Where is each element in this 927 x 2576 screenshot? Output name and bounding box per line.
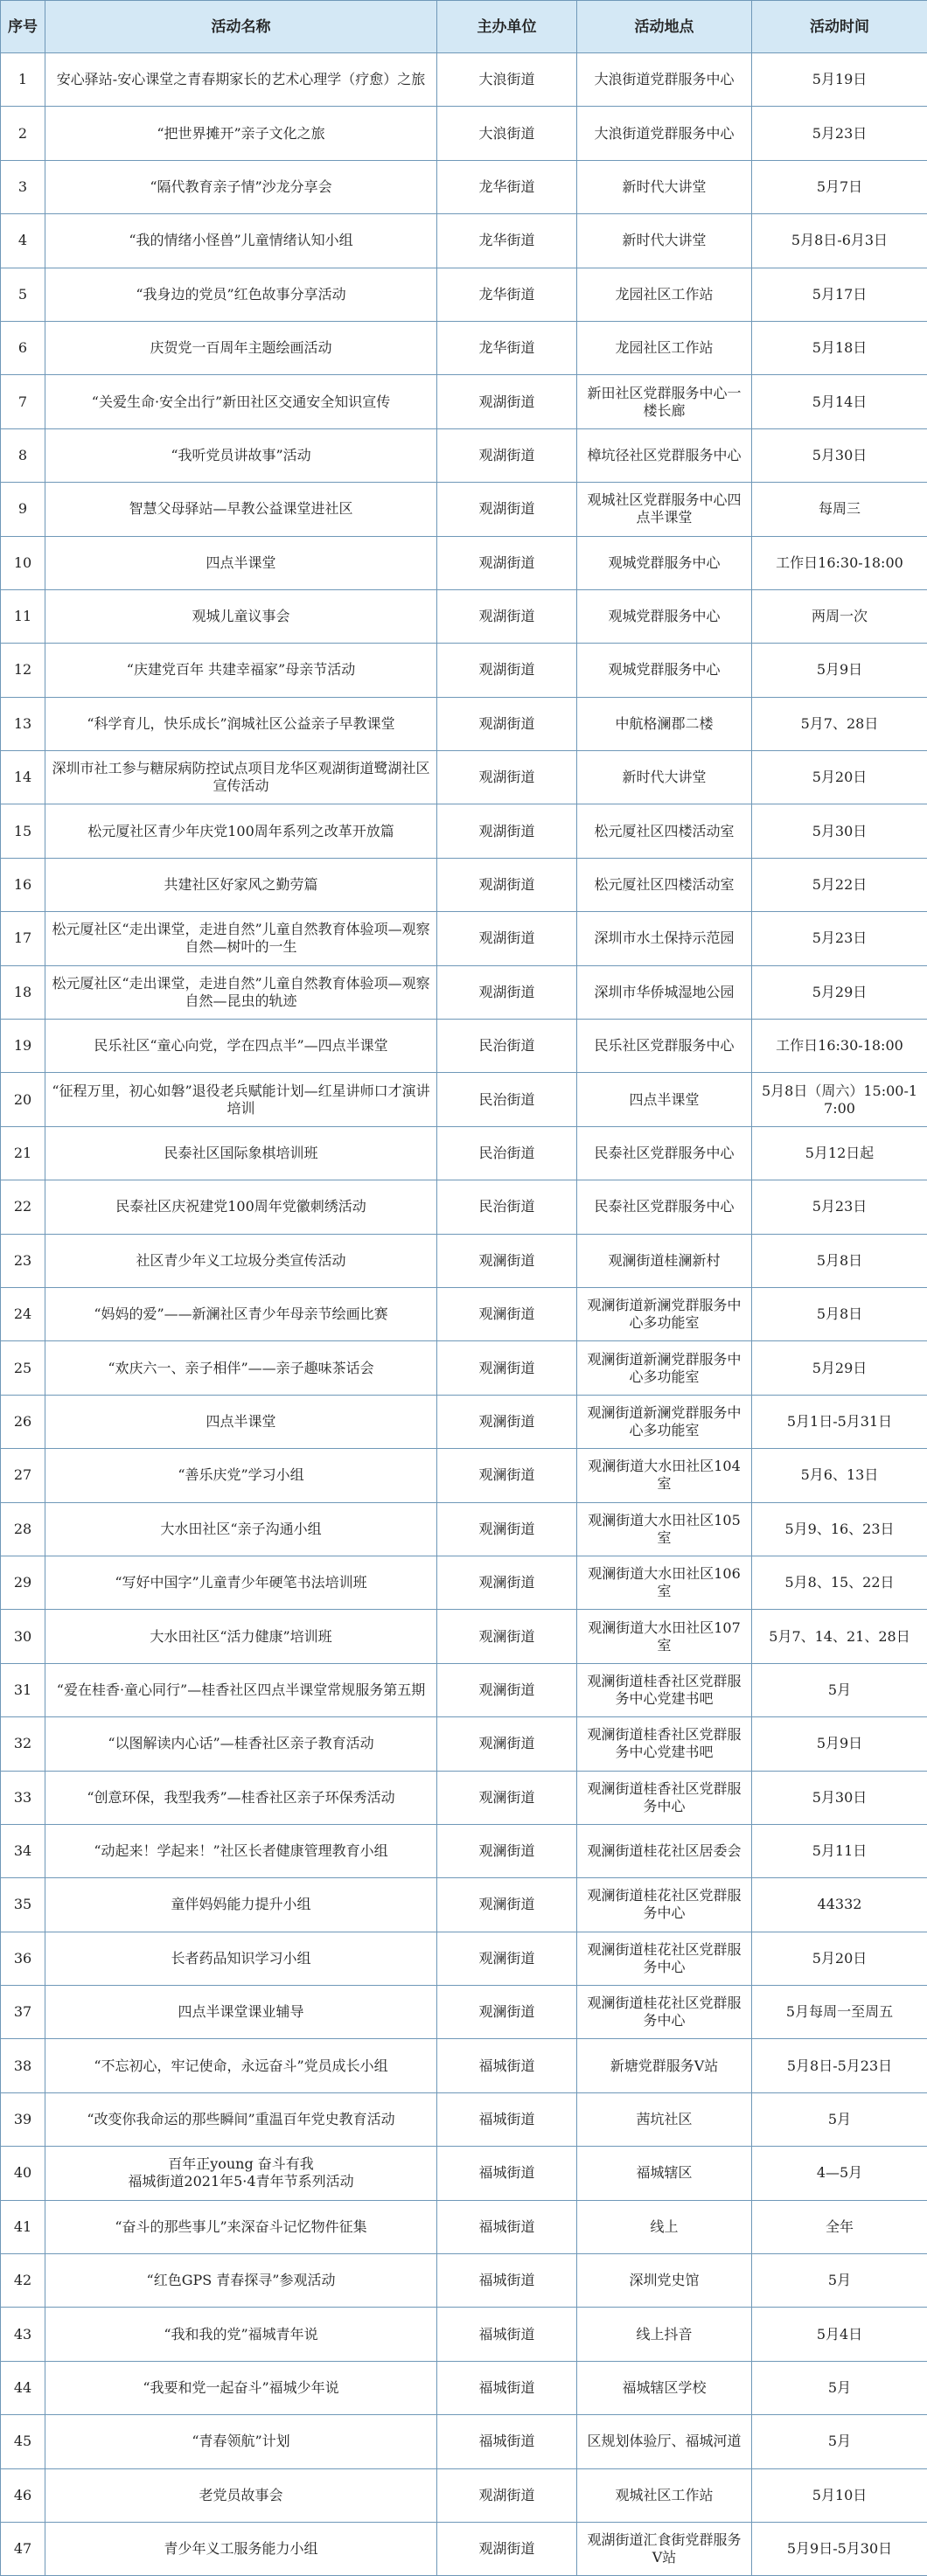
table-row [1,1556,927,1609]
cell-time: 5月30日 [752,804,927,858]
cell-name: 松元厦社区“走出课堂，走进自然”儿童自然教育体验项—观察自然—树叶的一生 [45,912,437,965]
header-row [1,1,927,53]
cell-name: 社区青少年义工垃圾分类宣传活动 [45,1234,437,1287]
table-row [1,1878,927,1932]
cell-time: 5月8、15、22日 [752,1556,927,1609]
table-row [1,53,927,107]
cell-location: 区规划体验厅、福城河道 [577,2415,752,2468]
table-row [1,2468,927,2522]
cell-location: 民乐社区党群服务中心 [577,1020,752,1073]
cell-time: 5月23日 [752,1180,927,1234]
cell-location: 民泰社区党群服务中心 [577,1180,752,1234]
cell-organizer: 观澜街道 [437,1663,577,1716]
cell-no: 11 [1,589,45,643]
cell-name: 大水田社区“亲子沟通小组 [45,1502,437,1556]
cell-name: “创意环保，我型我秀”—桂香社区亲子环保秀活动 [45,1771,437,1824]
cell-time: 5月9、16、23日 [752,1502,927,1556]
table-row [1,2254,927,2308]
cell-organizer: 观湖街道 [437,697,577,750]
cell-organizer: 观澜街道 [437,1287,577,1340]
cell-name: “我和我的党”福城青年说 [45,2308,437,2361]
table-row [1,375,927,428]
cell-no: 9 [1,483,45,536]
cell-time: 5月7日 [752,160,927,213]
cell-organizer: 观湖街道 [437,589,577,643]
cell-location: 观澜街道桂花社区党群服务中心 [577,1986,752,2039]
cell-no: 27 [1,1449,45,1502]
header-cell-location: 活动地点 [577,1,752,53]
cell-location: 观澜街道桂花社区居委会 [577,1824,752,1877]
cell-location: 新田社区党群服务中心一楼长廊 [577,375,752,428]
cell-time: 5月14日 [752,375,927,428]
cell-time: 5月1日-5月31日 [752,1395,927,1448]
cell-location: 福城辖区学校 [577,2361,752,2414]
cell-location: 茜坑社区 [577,2092,752,2146]
cell-organizer: 观湖街道 [437,965,577,1019]
cell-time: 5月30日 [752,1771,927,1824]
table-row [1,1449,927,1502]
cell-organizer: 观澜街道 [437,1717,577,1771]
cell-organizer: 观澜街道 [437,1234,577,1287]
cell-location: 大浪街道党群服务中心 [577,107,752,160]
cell-location: 观城党群服务中心 [577,536,752,589]
cell-organizer: 观澜街道 [437,1771,577,1824]
cell-no: 34 [1,1824,45,1877]
cell-organizer: 龙华街道 [437,321,577,374]
cell-location: 线上抖音 [577,2308,752,2361]
cell-organizer: 福城街道 [437,2415,577,2468]
cell-time: 5月每周一至周五 [752,1986,927,2039]
cell-location: 福城辖区 [577,2147,752,2200]
cell-location: 新时代大讲堂 [577,214,752,268]
cell-location: 松元厦社区四楼活动室 [577,804,752,858]
cell-organizer: 观澜街道 [437,1878,577,1932]
cell-time: 5月23日 [752,912,927,965]
cell-organizer: 福城街道 [437,2147,577,2200]
cell-no: 26 [1,1395,45,1448]
table-row [1,1395,927,1448]
cell-no: 3 [1,160,45,213]
cell-time: 5月8日-6月3日 [752,214,927,268]
table-row [1,1610,927,1663]
table-header [1,1,927,53]
cell-name: “科学育儿，快乐成长”润城社区公益亲子早教课堂 [45,697,437,750]
cell-time: 5月8日 [752,1234,927,1287]
cell-location: 深圳市水土保持示范园 [577,912,752,965]
cell-name: “庆建党百年 共建幸福家”母亲节活动 [45,644,437,697]
cell-organizer: 观澜街道 [437,1986,577,2039]
cell-location: 观城社区党群服务中心四点半课堂 [577,483,752,536]
cell-no: 44 [1,2361,45,2414]
cell-time: 5月 [752,1663,927,1716]
table-row [1,483,927,536]
cell-no: 23 [1,1234,45,1287]
cell-name: 大水田社区“活力健康”培训班 [45,1610,437,1663]
table-row [1,589,927,643]
cell-name: “妈妈的爱”——新澜社区青少年母亲节绘画比赛 [45,1287,437,1340]
cell-time: 5月22日 [752,858,927,911]
cell-no: 21 [1,1126,45,1180]
cell-no: 20 [1,1073,45,1126]
cell-name: 深圳市社工参与糖尿病防控试点项目龙华区观湖街道鹭湖社区宣传活动 [45,751,437,804]
cell-no: 47 [1,2522,45,2575]
header-cell-no: 序号 [1,1,45,53]
table-row [1,751,927,804]
cell-location: 观澜街道新澜党群服务中心多功能室 [577,1341,752,1395]
cell-time: 5月9日 [752,644,927,697]
cell-location: 龙园社区工作站 [577,268,752,321]
table-row [1,1717,927,1771]
cell-no: 25 [1,1341,45,1395]
cell-time: 4—5月 [752,2147,927,2200]
table-row [1,1341,927,1395]
cell-time: 5月17日 [752,268,927,321]
cell-time: 5月8日-5月23日 [752,2039,927,2092]
cell-no: 31 [1,1663,45,1716]
cell-no: 4 [1,214,45,268]
cell-no: 41 [1,2200,45,2253]
cell-organizer: 观湖街道 [437,483,577,536]
cell-name: 智慧父母驿站—早教公益课堂进社区 [45,483,437,536]
cell-organizer: 民治街道 [437,1020,577,1073]
cell-no: 15 [1,804,45,858]
table-row [1,428,927,482]
cell-location: 观澜街道桂香社区党群服务中心党建书吧 [577,1717,752,1771]
cell-name: “动起来！学起来！”社区长者健康管理教育小组 [45,1824,437,1877]
cell-no: 6 [1,321,45,374]
table-row [1,2092,927,2146]
cell-no: 37 [1,1986,45,2039]
cell-no: 17 [1,912,45,965]
cell-location: 观澜街道大水田社区104室 [577,1449,752,1502]
cell-organizer: 民治街道 [437,1180,577,1234]
cell-no: 30 [1,1610,45,1663]
table-body [1,53,927,2576]
table-row [1,644,927,697]
cell-name: 青少年义工服务能力小组 [45,2522,437,2575]
cell-name: 松元厦社区青少年庆党100周年系列之改革开放篇 [45,804,437,858]
cell-location: 线上 [577,2200,752,2253]
table-row [1,2415,927,2468]
cell-no: 24 [1,1287,45,1340]
header-cell-organizer: 主办单位 [437,1,577,53]
cell-no: 45 [1,2415,45,2468]
cell-name: 观城儿童议事会 [45,589,437,643]
cell-time: 两周一次 [752,589,927,643]
cell-location: 大浪街道党群服务中心 [577,53,752,107]
cell-no: 38 [1,2039,45,2092]
table-row [1,1932,927,1985]
cell-name: “我身边的党员”红色故事分享活动 [45,268,437,321]
cell-name: 长者药品知识学习小组 [45,1932,437,1985]
table-row [1,1771,927,1824]
cell-location: 四点半课堂 [577,1073,752,1126]
cell-name: “我要和党一起奋斗”福城少年说 [45,2361,437,2414]
cell-location: 龙园社区工作站 [577,321,752,374]
table-row [1,912,927,965]
cell-organizer: 观澜街道 [437,1824,577,1877]
cell-no: 19 [1,1020,45,1073]
cell-organizer: 民治街道 [437,1073,577,1126]
header-cell-name: 活动名称 [45,1,437,53]
cell-organizer: 福城街道 [437,2039,577,2092]
cell-no: 35 [1,1878,45,1932]
cell-no: 42 [1,2254,45,2308]
cell-time: 5月9日 [752,1717,927,1771]
cell-location: 樟坑径社区党群服务中心 [577,428,752,482]
cell-time: 5月8日 [752,1287,927,1340]
cell-organizer: 观澜街道 [437,1932,577,1985]
cell-no: 40 [1,2147,45,2200]
cell-organizer: 观湖街道 [437,2468,577,2522]
cell-no: 7 [1,375,45,428]
cell-organizer: 龙华街道 [437,214,577,268]
cell-name: 四点半课堂课业辅导 [45,1986,437,2039]
cell-location: 观澜街道大水田社区107室 [577,1610,752,1663]
cell-location: 观澜街道新澜党群服务中心多功能室 [577,1395,752,1448]
cell-no: 12 [1,644,45,697]
cell-organizer: 观湖街道 [437,428,577,482]
cell-time: 5月12日起 [752,1126,927,1180]
cell-organizer: 龙华街道 [437,160,577,213]
table-row [1,697,927,750]
cell-name: “我的情绪小怪兽”儿童情绪认知小组 [45,214,437,268]
cell-location: 观澜街道桂花社区党群服务中心 [577,1878,752,1932]
cell-location: 深圳党史馆 [577,2254,752,2308]
cell-name: 民泰社区庆祝建党100周年党徽刺绣活动 [45,1180,437,1234]
cell-name: “写好中国字”儿童青少年硬笔书法培训班 [45,1556,437,1609]
cell-name: “改变你我命运的那些瞬间”重温百年党史教育活动 [45,2092,437,2146]
cell-organizer: 观湖街道 [437,375,577,428]
table-row [1,1073,927,1126]
cell-name: “隔代教育亲子情”沙龙分享会 [45,160,437,213]
table-row [1,107,927,160]
cell-no: 29 [1,1556,45,1609]
table-row [1,2147,927,2200]
cell-name: 四点半课堂 [45,1395,437,1448]
cell-organizer: 大浪街道 [437,107,577,160]
cell-time: 5月18日 [752,321,927,374]
cell-time: 工作日16:30-18:00 [752,1020,927,1073]
cell-name: “不忘初心，牢记使命，永远奋斗”党员成长小组 [45,2039,437,2092]
cell-name: “把世界摊开”亲子文化之旅 [45,107,437,160]
cell-name: 老党员故事会 [45,2468,437,2522]
cell-time: 5月6、13日 [752,1449,927,1502]
table-row [1,804,927,858]
cell-location: 观澜街道桂香社区党群服务中心 [577,1771,752,1824]
cell-name: 童伴妈妈能力提升小组 [45,1878,437,1932]
table-row [1,214,927,268]
cell-name: 庆贺党一百周年主题绘画活动 [45,321,437,374]
cell-time: 每周三 [752,483,927,536]
cell-organizer: 观澜街道 [437,1449,577,1502]
cell-location: 观澜街道桂澜新村 [577,1234,752,1287]
cell-location: 观城党群服务中心 [577,589,752,643]
cell-no: 18 [1,965,45,1019]
cell-location: 新时代大讲堂 [577,751,752,804]
cell-no: 33 [1,1771,45,1824]
cell-organizer: 观澜街道 [437,1395,577,1448]
cell-organizer: 龙华街道 [437,268,577,321]
cell-no: 43 [1,2308,45,2361]
table-row [1,536,927,589]
cell-location: 松元厦社区四楼活动室 [577,858,752,911]
cell-no: 32 [1,1717,45,1771]
table-row [1,268,927,321]
cell-location: 观澜街道大水田社区106室 [577,1556,752,1609]
cell-name: 共建社区好家风之勤劳篇 [45,858,437,911]
cell-location: 观澜街道新澜党群服务中心多功能室 [577,1287,752,1340]
cell-no: 5 [1,268,45,321]
cell-time: 5月11日 [752,1824,927,1877]
table-row [1,965,927,1019]
table-row [1,1234,927,1287]
table-row [1,2522,927,2575]
cell-time: 5月 [752,2254,927,2308]
table-row [1,1126,927,1180]
cell-organizer: 观湖街道 [437,912,577,965]
table-row [1,1986,927,2039]
cell-organizer: 观湖街道 [437,644,577,697]
cell-organizer: 福城街道 [437,2361,577,2414]
table-row [1,1180,927,1234]
cell-name: 百年正young 奋斗有我 福城街道2021年5·4青年节系列活动 [45,2147,437,2200]
cell-name: “以图解读内心话”—桂香社区亲子教育活动 [45,1717,437,1771]
cell-time: 5月30日 [752,428,927,482]
cell-name: “善乐庆党”学习小组 [45,1449,437,1502]
cell-location: 新塘党群服务V站 [577,2039,752,2092]
cell-organizer: 福城街道 [437,2200,577,2253]
cell-name: “关爱生命·安全出行”新田社区交通安全知识宣传 [45,375,437,428]
cell-time: 5月 [752,2415,927,2468]
cell-no: 2 [1,107,45,160]
cell-name: 民乐社区“童心向党，学在四点半”—四点半课堂 [45,1020,437,1073]
cell-location: 新时代大讲堂 [577,160,752,213]
table-row [1,2308,927,2361]
cell-time: 5月29日 [752,965,927,1019]
cell-organizer: 大浪街道 [437,53,577,107]
cell-organizer: 观澜街道 [437,1610,577,1663]
cell-time: 5月4日 [752,2308,927,2361]
cell-organizer: 观湖街道 [437,536,577,589]
cell-time: 5月 [752,2361,927,2414]
cell-no: 28 [1,1502,45,1556]
cell-name: “欢庆六一、亲子相伴”——亲子趣味茶话会 [45,1341,437,1395]
cell-location: 观城党群服务中心 [577,644,752,697]
cell-time: 44332 [752,1878,927,1932]
cell-time: 5月20日 [752,751,927,804]
cell-name: 安心驿站-安心课堂之青春期家长的艺术心理学（疗愈）之旅 [45,53,437,107]
cell-name: 松元厦社区“走出课堂，走进自然”儿童自然教育体验项—观察自然—昆虫的轨迹 [45,965,437,1019]
cell-time: 5月29日 [752,1341,927,1395]
table-row [1,1824,927,1877]
cell-organizer: 观湖街道 [437,804,577,858]
table-row [1,1020,927,1073]
cell-name: “青春领航”计划 [45,2415,437,2468]
table-row [1,160,927,213]
cell-no: 13 [1,697,45,750]
cell-time: 5月 [752,2092,927,2146]
cell-name: “爱在桂香·童心同行”—桂香社区四点半课堂常规服务第五期 [45,1663,437,1716]
cell-time: 5月8日（周六）15:00-17:00 [752,1073,927,1126]
table-row [1,1663,927,1716]
cell-location: 民泰社区党群服务中心 [577,1126,752,1180]
cell-name: “奋斗的那些事儿”来深奋斗记忆物件征集 [45,2200,437,2253]
cell-no: 1 [1,53,45,107]
cell-location: 观澜街道大水田社区105室 [577,1502,752,1556]
cell-time: 5月10日 [752,2468,927,2522]
cell-location: 观城社区工作站 [577,2468,752,2522]
header-cell-time: 活动时间 [752,1,927,53]
cell-organizer: 观湖街道 [437,858,577,911]
table-row [1,858,927,911]
cell-organizer: 观湖街道 [437,2522,577,2575]
cell-time: 工作日16:30-18:00 [752,536,927,589]
cell-name: “红色GPS 青春探寻”参观活动 [45,2254,437,2308]
table-row [1,2200,927,2253]
cell-organizer: 民治街道 [437,1126,577,1180]
cell-no: 8 [1,428,45,482]
cell-no: 14 [1,751,45,804]
cell-location: 观澜街道桂香社区党群服务中心党建书吧 [577,1663,752,1716]
cell-location: 中航格澜郡二楼 [577,697,752,750]
cell-no: 36 [1,1932,45,1985]
cell-time: 5月20日 [752,1932,927,1985]
cell-no: 39 [1,2092,45,2146]
cell-time: 5月7、28日 [752,697,927,750]
table-row [1,2039,927,2092]
table-row [1,1502,927,1556]
cell-location: 观湖街道汇食街党群服务V站 [577,2522,752,2575]
cell-organizer: 福城街道 [437,2254,577,2308]
cell-no: 46 [1,2468,45,2522]
cell-no: 10 [1,536,45,589]
cell-organizer: 福城街道 [437,2092,577,2146]
table-row [1,1287,927,1340]
cell-time: 5月9日-5月30日 [752,2522,927,2575]
table-row [1,321,927,374]
cell-time: 5月7、14、21、28日 [752,1610,927,1663]
cell-name: 民泰社区国际象棋培训班 [45,1126,437,1180]
cell-location: 深圳市华侨城湿地公园 [577,965,752,1019]
cell-name: “我听党员讲故事”活动 [45,428,437,482]
cell-location: 观澜街道桂花社区党群服务中心 [577,1932,752,1985]
cell-organizer: 福城街道 [437,2308,577,2361]
cell-no: 16 [1,858,45,911]
cell-organizer: 观澜街道 [437,1556,577,1609]
cell-time: 5月19日 [752,53,927,107]
cell-organizer: 观澜街道 [437,1341,577,1395]
cell-no: 22 [1,1180,45,1234]
cell-time: 全年 [752,2200,927,2253]
cell-name: “征程万里，初心如磐”退役老兵赋能计划—红星讲师口才演讲培训 [45,1073,437,1126]
cell-time: 5月23日 [752,107,927,160]
cell-organizer: 观湖街道 [437,751,577,804]
table-row [1,2361,927,2414]
cell-name: 四点半课堂 [45,536,437,589]
cell-organizer: 观澜街道 [437,1502,577,1556]
